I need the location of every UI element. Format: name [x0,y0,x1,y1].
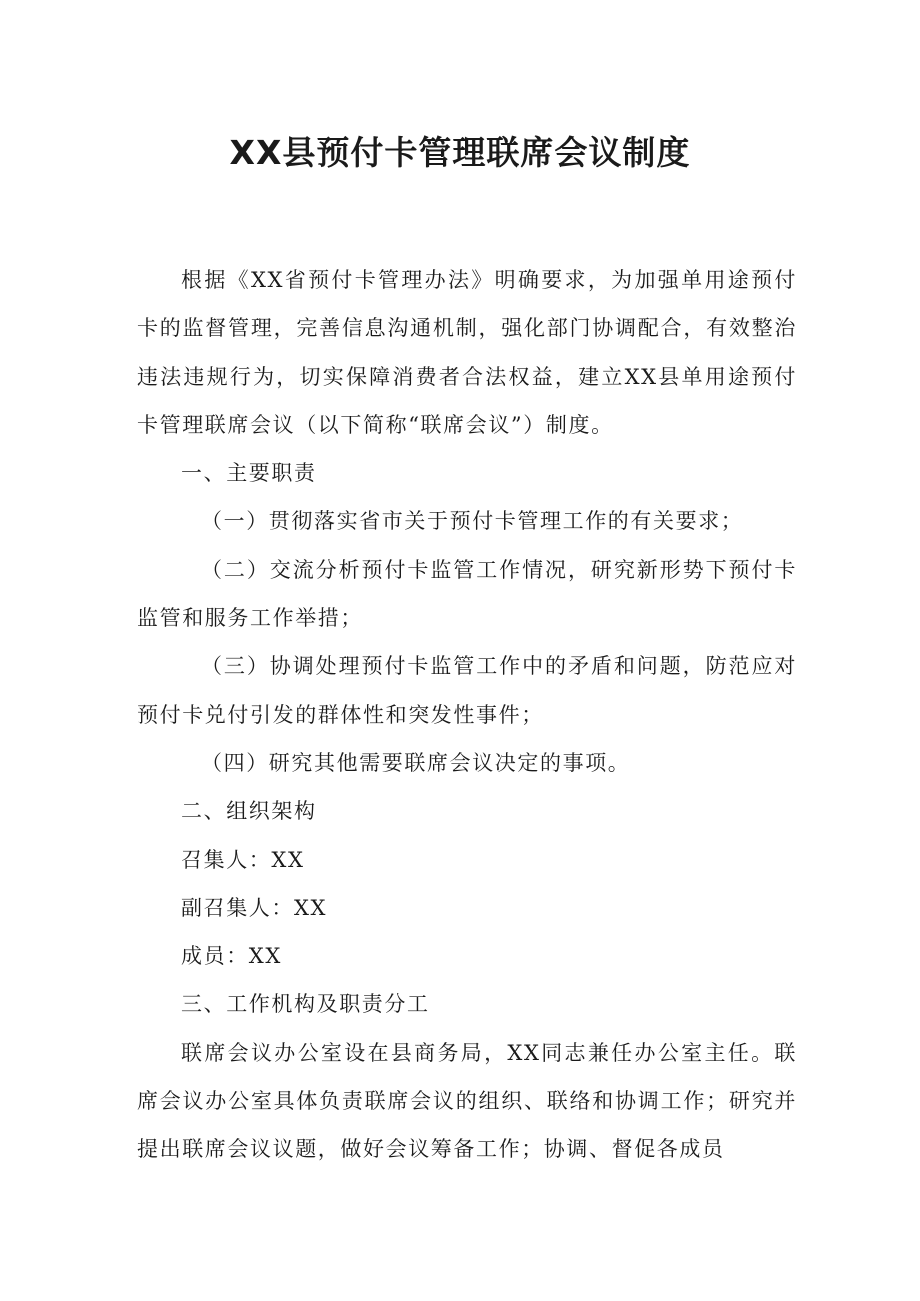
deputy-convener-line: 副召集人：XX [181,895,328,920]
document-title: XX县预付卡管理联席会议制度 [229,133,691,172]
section2-heading: 二、组织架构 [181,799,317,824]
section1-item-2: （二）交流分析预付卡监管工作情况，研究新形势下预付卡监管和服务工作举措； [137,557,797,631]
section1-item-3: （三）协调处理预付卡监管工作中的矛盾和问题，防范应对预付卡兑付引发的群体性和突发性事件； [137,654,797,727]
section3-paragraph: 联席会议办公室设在县商务局，XX同志兼任办公室主任。联席会议办公室具体负责联席会议的组织、联络和协调工作；研究并提出联席会议议题，做好会议筹备工作；协调、督促各成员 [137,1040,797,1162]
section1-item-1: （一）贯彻落实省市关于预付卡管理工作的有关要求； [201,509,744,534]
members-line: 成员：XX [181,944,282,969]
convener-line: 召集人：XX [181,847,305,872]
document-body [137,256,797,1174]
section1-item-4: （四）研究其他需要联席会议决定的事项。 [201,750,631,775]
section3-heading: 三、工作机构及职责分工 [181,992,430,1017]
intro-paragraph: 根据《XX省预付卡管理办法》明确要求，为加强单用途预付卡的监督管理，完善信息沟通机制，强化部门协调配合，有效整治违法违规行为，切实保障消费者合法权益，建立XX县单用途预付卡管理联席会议（以下简称“联席会议”）制度。 [137,268,797,437]
section1-heading: 一、主要职责 [181,461,317,486]
